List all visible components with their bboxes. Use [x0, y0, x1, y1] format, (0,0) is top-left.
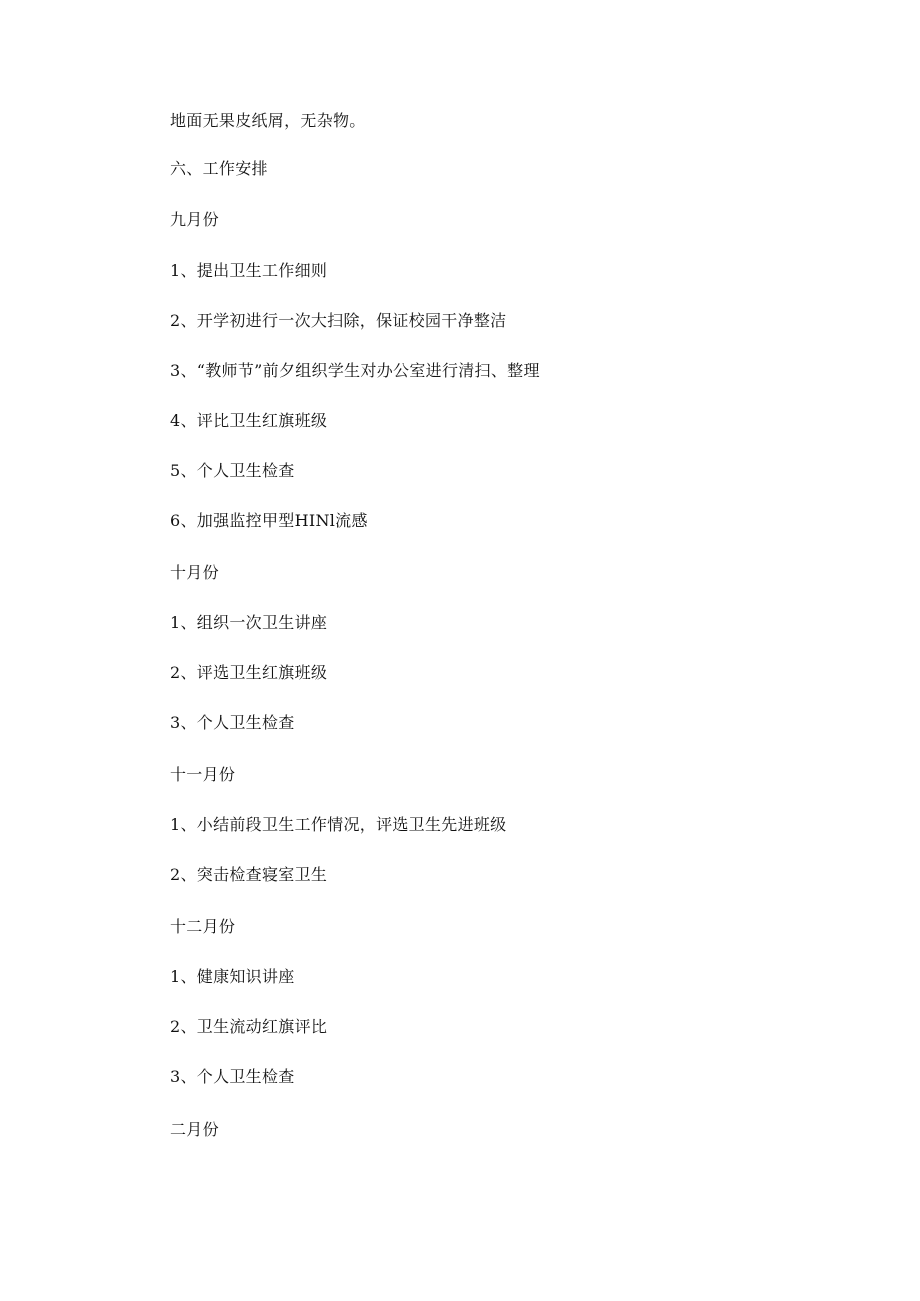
month-heading: 九月份: [170, 210, 219, 229]
list-item: 6、加强监控甲型HINl流感: [170, 511, 368, 530]
month-heading: 二月份: [170, 1120, 219, 1139]
list-item: 2、评选卫生红旗班级: [170, 663, 328, 682]
section-heading: 六、工作安排: [170, 159, 268, 178]
list-item: 3、“教师节”前夕组织学生对办公室进行清扫、整理: [170, 361, 540, 380]
month-heading: 十一月份: [170, 765, 236, 784]
list-item: 2、开学初进行一次大扫除，保证校园干净整洁: [170, 311, 507, 330]
list-item: 2、突击检查寝室卫生: [170, 865, 328, 884]
month-heading: 十二月份: [170, 917, 236, 936]
list-item: 3、个人卫生检查: [170, 1067, 295, 1086]
list-item: 2、卫生流动红旗评比: [170, 1017, 328, 1036]
list-item: 1、提出卫生工作细则: [170, 261, 328, 280]
list-item: 1、小结前段卫生工作情况，评选卫生先进班级: [170, 815, 507, 834]
list-item: 5、个人卫生检查: [170, 461, 295, 480]
text-line: 地面无果皮纸屑，无杂物。: [170, 111, 366, 130]
month-heading: 十月份: [170, 563, 219, 582]
list-item: 4、评比卫生红旗班级: [170, 411, 328, 430]
list-item: 1、健康知识讲座: [170, 967, 295, 986]
list-item: 3、个人卫生检查: [170, 713, 295, 732]
list-item: 1、组织一次卫生讲座: [170, 613, 328, 632]
